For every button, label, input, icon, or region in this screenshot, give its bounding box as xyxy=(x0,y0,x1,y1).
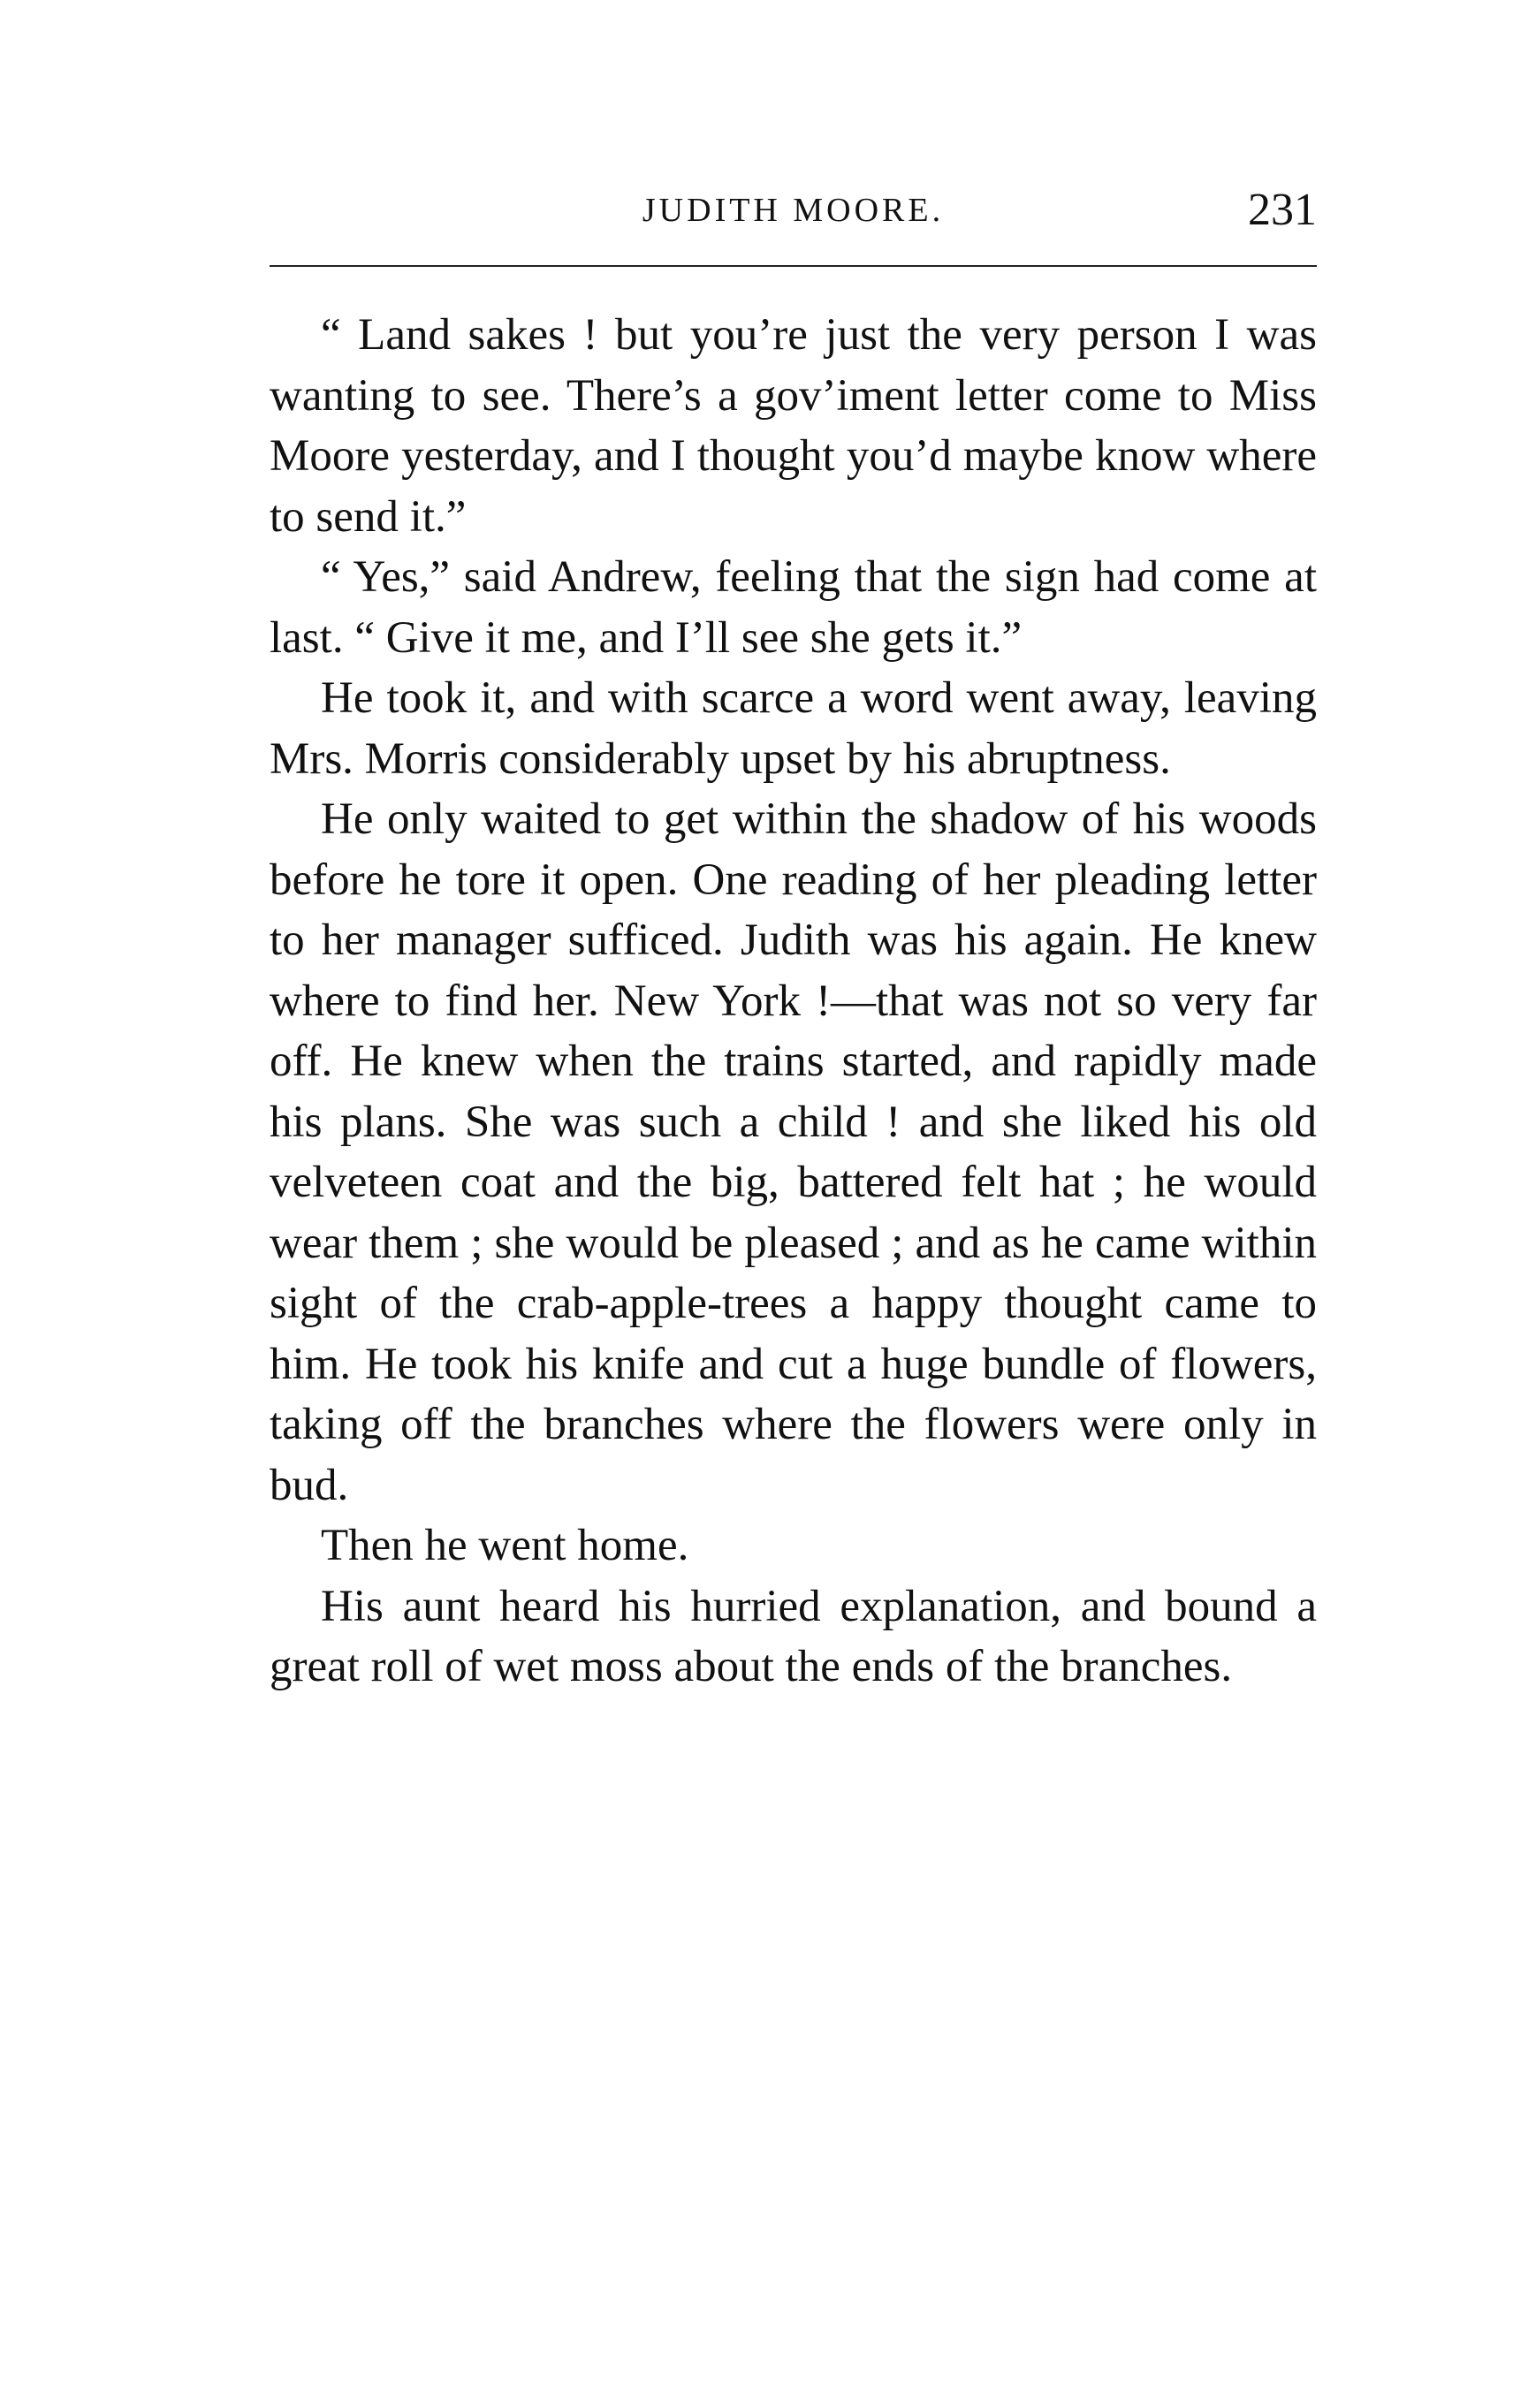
page-number: 231 xyxy=(1248,185,1317,235)
paragraph: He took it, and with scarce a word went away, leaving Mrs. Morris considerably upset by his abruptness. xyxy=(270,673,1317,784)
running-title: JUDITH MOORE. xyxy=(642,192,945,229)
header-rule xyxy=(270,265,1317,267)
paragraph: “ Yes,” said Andrew, feeling that the sign had come at last. “ Give it me, and I’ll see she gets it.” xyxy=(270,552,1317,663)
paragraph: He only waited to get within the shadow of his woods before he tore it open. One reading of her pleading letter to her manager sufficed. Judith was his again. He knew where to find her. New York !—that was not so very far off. He knew when the trains started, and rapidly made his plans. She was such a child ! and she liked his old velveteen coat and the big, battered felt hat ; he would wear them ; she would be pleased ; and as he came within sight of the crab-apple-trees a happy thought came to him. He took his knife and cut a huge bundle of flowers, taking off the branches where the flowers were only in bud. xyxy=(270,794,1317,1510)
running-head xyxy=(270,177,1317,247)
body-text xyxy=(270,305,1317,1698)
paragraph: His aunt heard his hurried explanation, and bound a great roll of wet moss about the ends of the branches. xyxy=(270,1581,1317,1691)
paragraph: Then he went home. xyxy=(321,1521,689,1570)
paragraph: “ Land sakes ! but you’re just the very person I was wanting to see. There’s a gov’iment letter come to Miss Moore yesterday, and I thought you’d maybe know where to send it.” xyxy=(270,310,1317,542)
